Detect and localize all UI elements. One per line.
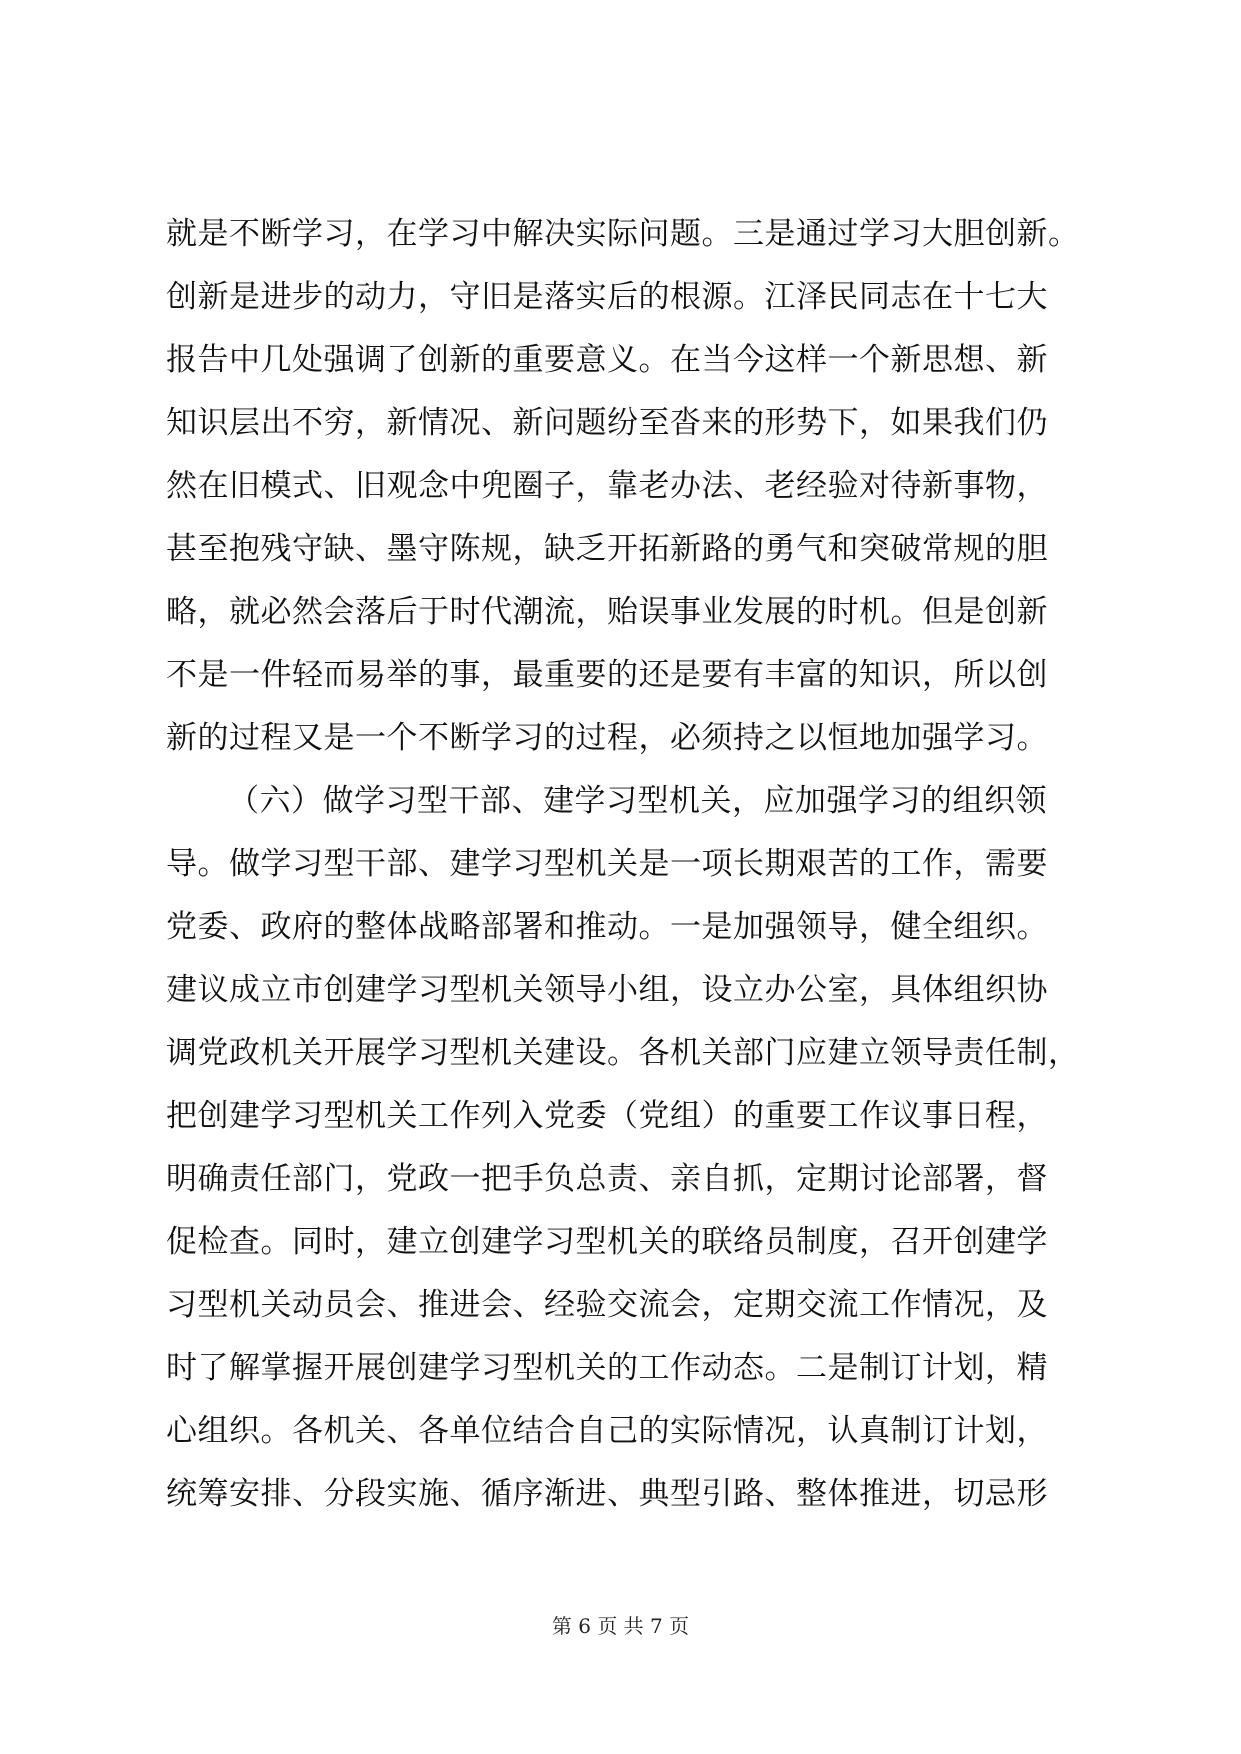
text-line: 习型机关动员会、推进会、经验交流会，定期交流工作情况，及 xyxy=(166,1287,1048,1323)
paragraph-heading-line: （六）做学习型干部、建学习型机关，应加强学习的组织领 xyxy=(228,783,1047,819)
text-line: 甚至抱残守缺、墨守陈规，缺乏开拓新路的勇气和突破常规的胆 xyxy=(166,531,1048,567)
text-line: 新的过程又是一个不断学习的过程，必须持之以恒地加强学习。 xyxy=(166,720,1048,756)
text-line: 不是一件轻而易举的事，最重要的还是要有丰富的知识，所以创 xyxy=(166,657,1048,693)
text-line: 把创建学习型机关工作列入党委（党组）的重要工作议事日程， xyxy=(166,1098,1048,1134)
text-line: 党委、政府的整体战略部署和推动。一是加强领导，健全组织。 xyxy=(166,909,1048,945)
text-line: 报告中几处强调了创新的重要意义。在当今这样一个新思想、新 xyxy=(166,342,1048,378)
text-line: 时了解掌握开展创建学习型机关的工作动态。二是制订计划，精 xyxy=(166,1350,1048,1386)
page-number-footer: 第 6 页 共 7 页 xyxy=(551,1614,690,1638)
text-line: 促检查。同时，建立创建学习型机关的联络员制度，召开创建学 xyxy=(166,1224,1048,1260)
text-line: 统筹安排、分段实施、循序渐进、典型引路、整体推进，切忌形 xyxy=(166,1476,1048,1512)
text-line: 导。做学习型干部、建学习型机关是一项长期艰苦的工作，需要 xyxy=(166,846,1048,882)
text-line: 明确责任部门，党政一把手负总责、亲自抓，定期讨论部署，督 xyxy=(166,1161,1048,1197)
text-line: 心组织。各机关、各单位结合自己的实际情况，认真制订计划， xyxy=(166,1413,1048,1449)
text-line: 创新是进步的动力，守旧是落实后的根源。江泽民同志在十七大 xyxy=(166,279,1048,315)
text-line: 调党政机关开展学习型机关建设。各机关部门应建立领导责任制， xyxy=(166,1035,1080,1071)
text-line: 略，就必然会落后于时代潮流，贻误事业发展的时机。但是创新 xyxy=(166,594,1048,630)
text-line: 就是不断学习，在学习中解决实际问题。三是通过学习大胆创新。 xyxy=(166,216,1080,252)
text-line: 知识层出不穷，新情况、新问题纷至沓来的形势下，如果我们仍 xyxy=(166,405,1048,441)
text-line: 然在旧模式、旧观念中兜圈子，靠老办法、老经验对待新事物， xyxy=(166,468,1048,504)
body-text xyxy=(166,203,1086,1526)
text-line: 建议成立市创建学习型机关领导小组，设立办公室，具体组织协 xyxy=(166,972,1048,1008)
